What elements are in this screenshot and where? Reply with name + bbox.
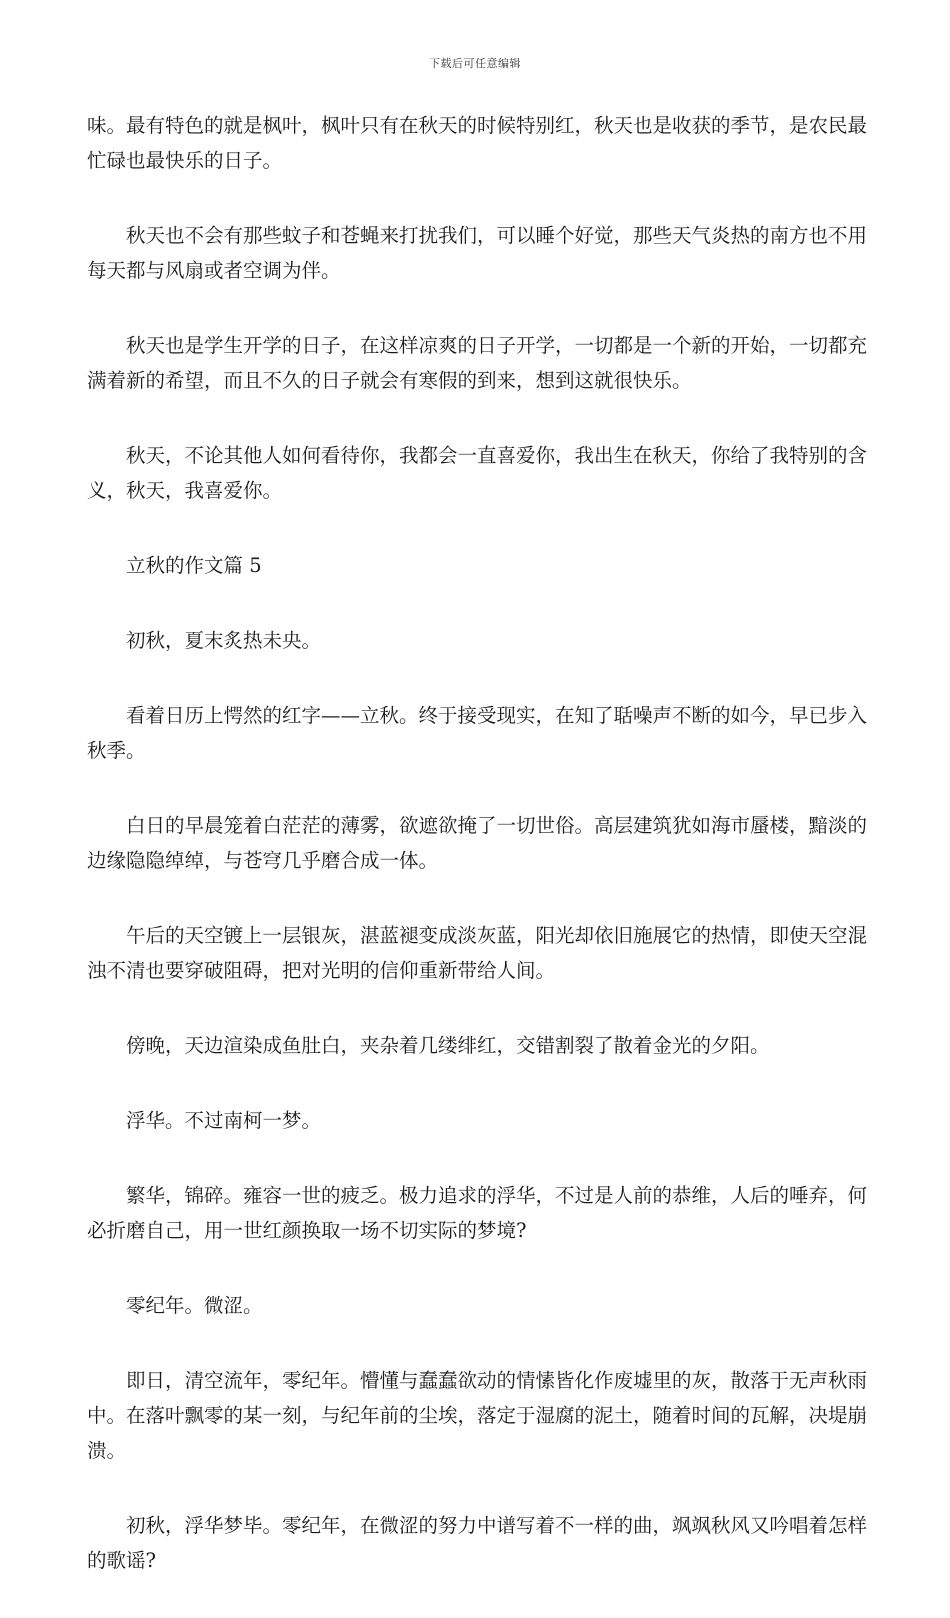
paragraph: 看着日历上愕然的红字——立秋。终于接受现实，在知了聒噪声不断的如今，早已步入秋季。 <box>87 704 868 762</box>
paragraph: 浮华。不过南柯一梦。 <box>126 1109 322 1132</box>
paragraph: 秋天也是学生开学的日子，在这样凉爽的日子开学，一切都是一个新的开始，一切都充满着新的希望，而且不久的日子就会有寒假的到来，想到这就很快乐。 <box>87 334 868 392</box>
paragraph: 秋天也不会有那些蚊子和苍蝇来打扰我们，可以睡个好觉，那些天气炎热的南方也不用每天都与风扇或者空调为伴。 <box>87 224 868 282</box>
paragraph: 繁华，锦碎。雍容一世的疲乏。极力追求的浮华，不过是人前的恭维，人后的唾弃，何必折磨自己，用一世红颜换取一场不切实际的梦境? <box>87 1184 868 1242</box>
paragraph: 味。最有特色的就是枫叶，枫叶只有在秋天的时候特别红，秋天也是收获的季节，是农民最忙碌也最快乐的日子。 <box>87 114 868 172</box>
paragraph: 零纪年。微涩。 <box>126 1294 263 1317</box>
paragraph: 初秋，浮华梦毕。零纪年，在微涩的努力中谱写着不一样的曲，飒飒秋风又吟唱着怎样的歌谣? <box>87 1514 868 1572</box>
page-header: 下载后可任意编辑 <box>429 57 521 70</box>
section-heading: 立秋的作文篇 5 <box>126 554 262 577</box>
paragraph: 白日的早晨笼着白茫茫的薄雾，欲遮欲掩了一切世俗。高层建筑犹如海市蜃楼，黯淡的边缘隐隐绰绰，与苍穹几乎磨合成一体。 <box>87 814 868 872</box>
paragraph: 秋天，不论其他人如何看待你，我都会一直喜爱你，我出生在秋天，你给了我特别的含义，秋天，我喜爱你。 <box>87 444 868 502</box>
paragraph: 午后的天空镀上一层银灰，湛蓝褪变成淡灰蓝，阳光却依旧施展它的热情，即使天空混浊不清也要穿破阻碍，把对光明的信仰重新带给人间。 <box>87 924 868 982</box>
paragraph: 即日，清空流年，零纪年。懵懂与蠢蠢欲动的情愫皆化作废墟里的灰，散落于无声秋雨中。在落叶飘零的某一刻，与纪年前的尘埃，落定于湿腐的泥土，随着时间的瓦解，决堤崩溃。 <box>87 1369 868 1462</box>
paragraph: 初秋，夏末炙热未央。 <box>126 629 322 652</box>
document-body <box>87 108 867 1618</box>
paragraph: 傍晚，天边渲染成鱼肚白，夹杂着几缕绯红，交错割裂了散着金光的夕阳。 <box>126 1034 770 1057</box>
